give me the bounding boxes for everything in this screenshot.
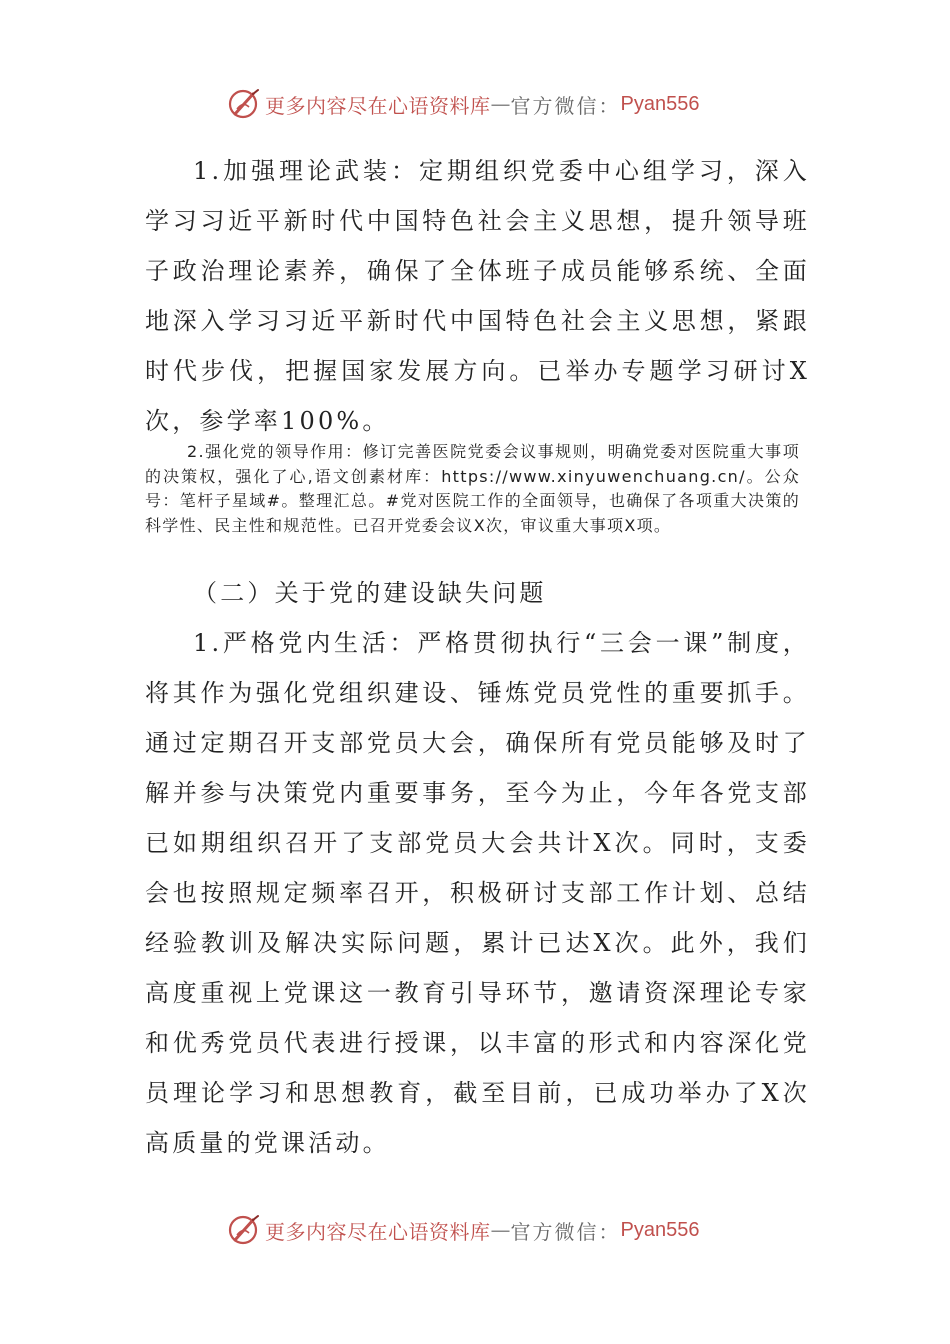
banner-wechat-label: 官方微信： — [510, 93, 621, 118]
banner-separator: — — [490, 1218, 511, 1242]
footer-banner[interactable] — [227, 1212, 727, 1248]
banner-wechat-id: Pyan556 — [620, 1218, 700, 1241]
pen-logo-icon — [227, 87, 261, 121]
paragraph-theory-study: 1.加强理论武装：定期组织党委中心组学习，深入学习习近平新时代中国特色社会主义思想，提升领导班子政治理论素养，确保了全体班子成员能够系统、全面地深入学习习近平新时代中国特色社会主义思想，紧跟时代步伐，把握国家发展方向。已举办专题学习研讨X次，参学率100%。 — [145, 157, 810, 435]
pen-logo-icon — [227, 1213, 261, 1247]
paragraph-party-leadership: 2.强化党的领导作用：修订完善医院党委会议事规则，明确党委对医院重大事项的决策权，强化了心,语文创素材库：https://www.xinyuwenchuang.cn/。公众号：笔杆子星域#。整理汇总。#党对医院工作的全面领导，也确保了各项重大决策的科学性、民主性和规范性。已召开党委会议X次，审议重大事项X项。 — [145, 442, 800, 535]
banner-wechat-label: 官方微信： — [510, 1219, 621, 1244]
section-heading: （二）关于党的建设缺失问题 — [193, 579, 547, 607]
banner-separator: — — [490, 92, 511, 116]
header-banner[interactable] — [227, 86, 727, 122]
banner-wechat-id: Pyan556 — [620, 92, 700, 115]
banner-site-text: 更多内容尽在心语资料库 — [265, 93, 491, 118]
banner-site-text: 更多内容尽在心语资料库 — [265, 1219, 491, 1244]
paragraph-party-life: 1.严格党内生活：严格贯彻执行“三会一课”制度，将其作为强化党组织建设、锤炼党员党性的重要抓手。通过定期召开支部党员大会，确保所有党员能够及时了解并参与决策党内重要事务，至今为止，今年各党支部已如期组织召开了支部党员大会共计X次。同时，支委会也按照规定频率召开，积极研讨支部工作计划、总结经验教训及解决实际问题，累计已达X次。此外，我们高度重视上党课这一教育引导环节，邀请资深理论专家和优秀党员代表进行授课，以丰富的形式和内容深化党员理论学习和思想教育，截至目前，已成功举办了X次高质量的党课活动。 — [145, 629, 810, 1157]
